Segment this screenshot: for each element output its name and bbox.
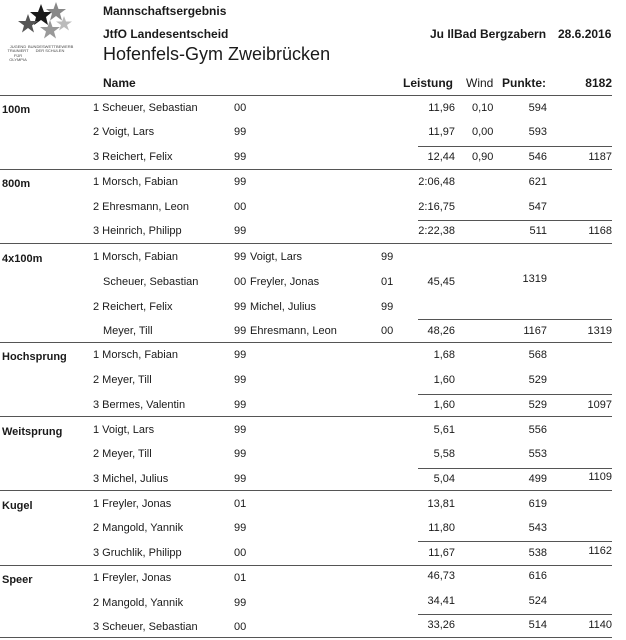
performance: 46,73 bbox=[427, 570, 455, 582]
logo-caption-left: JUGEND TRAINIERT FÜR OLYMPIA bbox=[7, 44, 29, 63]
section-divider bbox=[0, 342, 612, 343]
birth-year: 01 bbox=[381, 276, 394, 288]
team-total: 8182 bbox=[585, 76, 612, 90]
birth-year: 99 bbox=[234, 176, 247, 188]
points: 511 bbox=[529, 225, 547, 237]
date: 28.6.2016 bbox=[558, 27, 612, 41]
birth-year: 99 bbox=[234, 424, 247, 436]
points: 524 bbox=[528, 595, 547, 607]
performance: 12,44 bbox=[427, 151, 455, 163]
points: 594 bbox=[528, 102, 547, 114]
performance: 11,80 bbox=[428, 522, 455, 534]
athlete-name: 2 Meyer, Till bbox=[93, 448, 152, 460]
athlete-name: 3 Heinrich, Philipp bbox=[93, 225, 182, 237]
section-divider bbox=[0, 243, 612, 244]
performance: 11,67 bbox=[428, 547, 455, 559]
points: 529 bbox=[528, 374, 547, 386]
competition-name: JtfO Landesentscheid bbox=[103, 27, 229, 41]
subtotal-line bbox=[418, 319, 612, 320]
performance: 5,04 bbox=[433, 473, 455, 485]
birth-year: 99 bbox=[234, 448, 247, 460]
section-divider bbox=[0, 565, 612, 566]
points: 543 bbox=[528, 522, 547, 534]
birth-year: 99 bbox=[234, 473, 247, 485]
subtotal-line bbox=[418, 146, 612, 147]
performance: 2:06,48 bbox=[418, 176, 455, 188]
performance: 34,41 bbox=[427, 595, 455, 607]
athlete-name: Ehresmann, Leon bbox=[250, 325, 337, 337]
athlete-name: 1 Scheuer, Sebastian bbox=[93, 102, 198, 114]
points: 547 bbox=[528, 201, 547, 213]
points: 616 bbox=[528, 570, 547, 582]
event-name: Weitsprung bbox=[2, 426, 63, 438]
birth-year: 99 bbox=[234, 301, 247, 313]
points: 556 bbox=[528, 424, 547, 436]
subtotal-line bbox=[418, 614, 612, 615]
team-name: Hofenfels-Gym Zweibrücken bbox=[103, 44, 331, 64]
points: 568 bbox=[528, 349, 547, 361]
athlete-name: Michel, Julius bbox=[250, 301, 317, 313]
athlete-name: 2 Reichert, Felix bbox=[93, 301, 173, 313]
points: 529 bbox=[528, 399, 547, 411]
birth-year: 00 bbox=[234, 102, 247, 114]
athlete-name: 3 Scheuer, Sebastian bbox=[93, 621, 198, 633]
doc-type: Mannschaftsergebnis bbox=[103, 4, 227, 18]
birth-year: 00 bbox=[234, 276, 247, 288]
stars-logo-icon bbox=[4, 2, 94, 44]
athlete-name: 1 Freyler, Jonas bbox=[93, 498, 172, 510]
athlete-name: 2 Voigt, Lars bbox=[93, 126, 155, 138]
event-name: Kugel bbox=[2, 500, 33, 512]
wind: 0,90 bbox=[472, 151, 494, 163]
points: 1319 bbox=[522, 273, 547, 285]
birth-year: 99 bbox=[234, 522, 247, 534]
birth-year: 01 bbox=[234, 498, 247, 510]
birth-year: 01 bbox=[234, 572, 247, 584]
athlete-name: Scheuer, Sebastian bbox=[103, 276, 199, 288]
athlete-name: 3 Gruchlik, Philipp bbox=[93, 547, 182, 559]
section-divider bbox=[0, 95, 612, 96]
performance: 45,45 bbox=[427, 276, 455, 288]
wind: 0,00 bbox=[472, 126, 494, 138]
birth-year: 99 bbox=[381, 251, 394, 263]
section-divider bbox=[0, 637, 612, 638]
points: 514 bbox=[528, 619, 547, 631]
points: 1167 bbox=[523, 325, 547, 337]
performance: 33,26 bbox=[427, 619, 455, 631]
points: 553 bbox=[528, 448, 547, 460]
points: 499 bbox=[528, 473, 547, 485]
section-divider bbox=[0, 169, 612, 170]
col-punkte-header: Punkte: bbox=[502, 76, 547, 90]
col-wind-header: Wind bbox=[466, 76, 494, 90]
points: 621 bbox=[528, 176, 547, 188]
event-total: 1140 bbox=[588, 619, 612, 631]
performance: 5,58 bbox=[433, 448, 455, 460]
athlete-name: 3 Bermes, Valentin bbox=[93, 399, 186, 411]
athlete-name: 1 Morsch, Fabian bbox=[93, 251, 178, 263]
birth-year: 99 bbox=[234, 251, 247, 263]
birth-year: 00 bbox=[234, 547, 247, 559]
points: 593 bbox=[528, 126, 547, 138]
logo-caption-right: BUNDESWETTBEWERB DER SCHULEN bbox=[28, 44, 74, 54]
birth-year: 99 bbox=[234, 325, 247, 337]
athlete-name: 1 Morsch, Fabian bbox=[93, 176, 178, 188]
performance: 5,61 bbox=[433, 424, 455, 436]
birth-year: 99 bbox=[234, 126, 247, 138]
subtotal-line bbox=[418, 541, 612, 542]
athlete-name: Freyler, Jonas bbox=[250, 276, 320, 288]
col-name-header: Name bbox=[103, 76, 136, 90]
section-divider bbox=[0, 490, 612, 491]
athlete-name: Voigt, Lars bbox=[250, 251, 302, 263]
performance: 1,60 bbox=[433, 399, 455, 411]
wind: 0,10 bbox=[472, 102, 494, 114]
performance: 2:22,38 bbox=[418, 225, 455, 237]
event-name: Hochsprung bbox=[2, 351, 67, 363]
event-name: 100m bbox=[2, 104, 31, 116]
event-name: 4x100m bbox=[2, 253, 43, 265]
subtotal-line bbox=[418, 220, 612, 221]
birth-year: 99 bbox=[234, 151, 247, 163]
event-total: 1319 bbox=[587, 325, 612, 337]
col-leistung-header: Leistung bbox=[403, 76, 453, 90]
performance: 1,68 bbox=[433, 349, 455, 361]
event-total: 1168 bbox=[588, 225, 612, 237]
jtfo-logo bbox=[4, 2, 94, 72]
event-total: 1162 bbox=[588, 545, 612, 557]
birth-year: 99 bbox=[234, 597, 247, 609]
performance: 11,97 bbox=[428, 126, 455, 138]
event-total: 1109 bbox=[588, 471, 612, 483]
performance: 11,96 bbox=[428, 102, 455, 114]
athlete-name: Meyer, Till bbox=[103, 325, 153, 337]
points: 546 bbox=[528, 151, 547, 163]
birth-year: 99 bbox=[234, 349, 247, 361]
performance: 13,81 bbox=[427, 498, 455, 510]
venue: Ju IlBad Bergzabern bbox=[430, 27, 547, 41]
birth-year: 00 bbox=[234, 621, 247, 633]
athlete-name: 3 Michel, Julius bbox=[93, 473, 169, 485]
performance: 1,60 bbox=[433, 374, 455, 386]
subtotal-line bbox=[418, 468, 612, 469]
athlete-name: 1 Freyler, Jonas bbox=[93, 572, 172, 584]
athlete-name: 1 Morsch, Fabian bbox=[93, 349, 178, 361]
section-divider bbox=[0, 416, 612, 417]
event-name: Speer bbox=[2, 574, 33, 586]
athlete-name: 2 Mangold, Yannik bbox=[93, 597, 184, 609]
athlete-name: 3 Reichert, Felix bbox=[93, 151, 173, 163]
birth-year: 99 bbox=[234, 225, 247, 237]
birth-year: 99 bbox=[234, 374, 247, 386]
performance: 48,26 bbox=[427, 325, 455, 337]
athlete-name: 1 Voigt, Lars bbox=[93, 424, 155, 436]
performance: 2:16,75 bbox=[418, 201, 455, 213]
points: 619 bbox=[528, 498, 547, 510]
event-total: 1097 bbox=[587, 399, 612, 411]
athlete-name: 2 Mangold, Yannik bbox=[93, 522, 184, 534]
birth-year: 00 bbox=[234, 201, 247, 213]
birth-year: 99 bbox=[381, 301, 394, 313]
birth-year: 99 bbox=[234, 399, 247, 411]
athlete-name: 2 Meyer, Till bbox=[93, 374, 152, 386]
points: 538 bbox=[528, 547, 547, 559]
birth-year: 00 bbox=[381, 325, 394, 337]
event-total: 1187 bbox=[588, 151, 612, 163]
event-name: 800m bbox=[2, 178, 31, 190]
subtotal-line bbox=[418, 394, 612, 395]
athlete-name: 2 Ehresmann, Leon bbox=[93, 201, 190, 213]
